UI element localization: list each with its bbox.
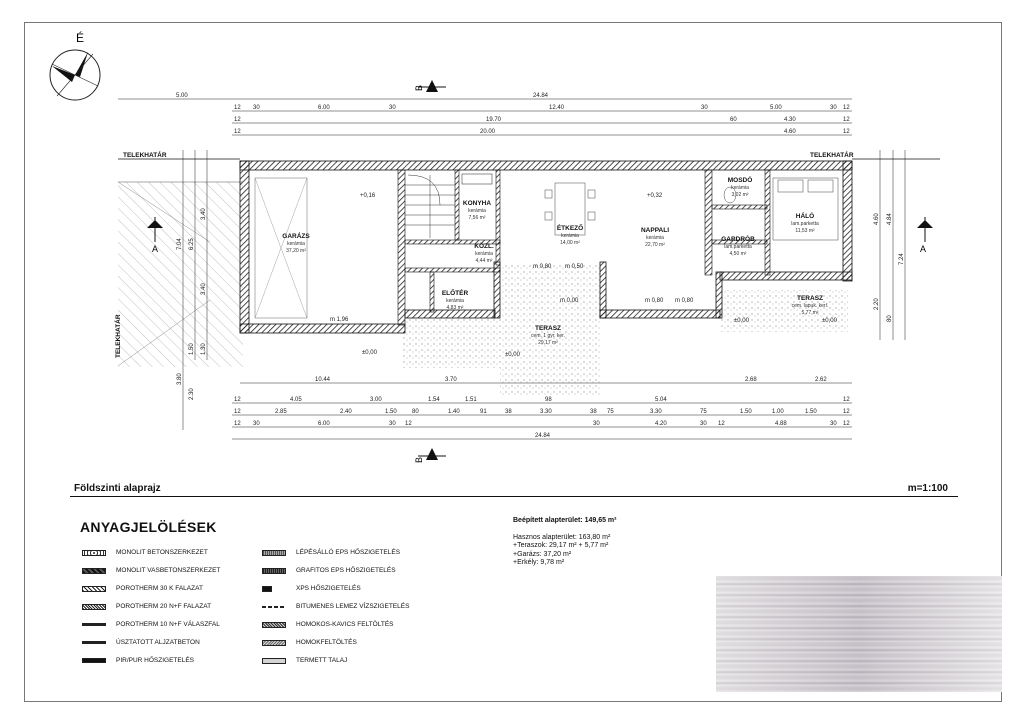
legend-heading: ANYAGJELÖLÉSEK <box>80 519 217 535</box>
svg-text:4.84: 4.84 <box>887 213 893 225</box>
balcony-area: +Erkély: 9,78 m² <box>513 559 565 567</box>
room-terrace-front-name: TERASZ <box>535 325 561 332</box>
svg-text:cem. 1 gyr. ker.: cem. 1 gyr. ker. <box>531 333 565 339</box>
svg-text:22,70 m²: 22,70 m² <box>645 242 665 248</box>
scale-label: m=1:100 <box>907 483 948 494</box>
svg-text:1.50: 1.50 <box>805 409 817 415</box>
room-bedroom-name: HÁLÓ <box>795 213 815 220</box>
svg-text:12: 12 <box>234 421 241 427</box>
svg-text:12: 12 <box>234 397 241 403</box>
svg-text:12: 12 <box>843 129 850 135</box>
legend-item: TERMETT TALAJ <box>262 657 347 664</box>
built-area: Beépített alapterület: 149,65 m² <box>513 517 617 524</box>
dimension-labels-top <box>176 93 850 135</box>
svg-text:30: 30 <box>830 105 837 111</box>
room-hall-name: ELŐTÉR <box>441 290 469 297</box>
svg-text:12: 12 <box>843 117 850 123</box>
svg-text:±0,00: ±0,00 <box>822 318 837 324</box>
svg-text:75: 75 <box>607 409 614 415</box>
legend-item: MONOLIT VASBETONSZERKEZET <box>82 567 220 574</box>
legend-item: POROTHERM 20 N+F FALAZAT <box>82 603 211 610</box>
north-label: É <box>75 31 85 45</box>
svg-text:3.00: 3.00 <box>370 397 382 403</box>
boundary-label-left: TELEKHATÁR <box>115 314 122 358</box>
sand-swatch-icon <box>262 640 286 646</box>
gravel-swatch-icon <box>262 622 286 628</box>
svg-text:3.80: 3.80 <box>177 373 183 385</box>
section-marker-b-top <box>414 80 446 92</box>
boundary-label-top-right: TELEKHATÁR <box>810 152 854 159</box>
svg-text:3.70: 3.70 <box>445 377 457 383</box>
terrace-area: +Teraszok: 29,17 m² + 5,77 m² <box>513 542 609 550</box>
svg-text:A: A <box>152 244 159 254</box>
svg-text:98: 98 <box>545 397 552 403</box>
legend-item: POROTHERM 10 N+F VÁLASZFAL <box>82 621 220 628</box>
svg-text:12: 12 <box>843 409 850 415</box>
svg-text:kerámia: kerámia <box>731 185 749 191</box>
svg-text:±0,00: ±0,00 <box>505 352 520 358</box>
svg-text:5.04: 5.04 <box>655 397 667 403</box>
svg-text:24.84: 24.84 <box>535 433 551 439</box>
svg-text:5.00: 5.00 <box>176 93 188 99</box>
concrete-swatch-icon <box>82 550 106 556</box>
svg-text:30: 30 <box>389 421 396 427</box>
svg-text:cem. lapuk. kerí.: cem. lapuk. kerí. <box>791 303 829 309</box>
svg-text:4.60: 4.60 <box>874 213 880 225</box>
svg-text:14,00 m²: 14,00 m² <box>560 240 580 246</box>
svg-text:80: 80 <box>412 409 419 415</box>
svg-text:2.20: 2.20 <box>874 298 880 310</box>
svg-text:7,56 m²: 7,56 m² <box>468 215 486 221</box>
svg-text:1.50: 1.50 <box>740 409 752 415</box>
svg-text:30: 30 <box>830 421 837 427</box>
driveway-area <box>118 182 243 367</box>
room-terrace-rear-name: TERASZ <box>797 295 823 302</box>
svg-text:30: 30 <box>593 421 600 427</box>
svg-text:5.00: 5.00 <box>770 105 782 111</box>
svg-text:B: B <box>414 84 424 91</box>
svg-text:12: 12 <box>843 397 850 403</box>
garage-area: +Garázs: 37,20 m² <box>513 550 572 558</box>
svg-text:6.00: 6.00 <box>318 105 330 111</box>
svg-text:kerámia: kerámia <box>287 241 305 247</box>
plan-title: Földszinti alaprajz <box>74 483 161 494</box>
svg-text:A: A <box>920 244 927 254</box>
legend-item: XPS HŐSZIGETELÉS <box>262 585 361 592</box>
partition-swatch-icon <box>82 623 106 626</box>
svg-text:12: 12 <box>843 421 850 427</box>
area-summary <box>513 517 616 568</box>
svg-text:kerámia: kerámia <box>475 251 493 257</box>
kitchen-counter <box>462 174 492 184</box>
svg-text:B: B <box>414 456 424 463</box>
svg-text:6.00: 6.00 <box>318 421 330 427</box>
svg-text:4,83 m²: 4,83 m² <box>446 305 464 311</box>
svg-text:91: 91 <box>480 409 487 415</box>
svg-text:1.50: 1.50 <box>189 343 195 355</box>
svg-text:3.30: 3.30 <box>540 409 552 415</box>
svg-text:1.30: 1.30 <box>201 343 207 355</box>
svg-text:m 0,80: m 0,80 <box>645 298 664 304</box>
svg-text:4.88: 4.88 <box>775 421 787 427</box>
rear-terrace-paving <box>720 290 848 332</box>
svg-text:2.62: 2.62 <box>815 377 827 383</box>
svg-text:1.00: 1.00 <box>772 409 784 415</box>
svg-text:4.30: 4.30 <box>784 117 796 123</box>
svg-text:1.50: 1.50 <box>385 409 397 415</box>
svg-text:7.24: 7.24 <box>899 253 905 265</box>
svg-text:lam.parketta: lam.parketta <box>791 221 819 227</box>
svg-text:2.40: 2.40 <box>340 409 352 415</box>
legend-item: ÚSZTATOTT ALJZATBETON <box>82 639 200 646</box>
pir-swatch-icon <box>82 658 106 663</box>
svg-text:12: 12 <box>234 105 241 111</box>
svg-text:3.30: 3.30 <box>650 409 662 415</box>
svg-text:±0,00: ±0,00 <box>734 318 749 324</box>
svg-text:60: 60 <box>730 117 737 123</box>
svg-text:6.25: 6.25 <box>189 238 195 250</box>
room-dining-name: ÉTKEZŐ <box>556 225 584 232</box>
svg-text:m 1,96: m 1,96 <box>330 317 349 323</box>
svg-text:m 0,80: m 0,80 <box>533 264 552 270</box>
legend-item: MONOLIT BETONSZERKEZET <box>82 549 208 556</box>
svg-text:80: 80 <box>887 315 893 322</box>
room-wc-name: MOSDÓ <box>727 177 753 184</box>
svg-text:2.30: 2.30 <box>189 388 195 400</box>
useful-area: Hasznos alapterület: 163,80 m² <box>513 533 611 541</box>
room-living-name: NAPPALI <box>640 227 670 234</box>
svg-text:kerámia: kerámia <box>561 233 579 239</box>
svg-text:4,50 m²: 4,50 m² <box>729 251 747 257</box>
svg-text:5,77 m²: 5,77 m² <box>801 310 819 316</box>
legend-item: BITUMENES LEMEZ VÍZSZIGETELÉS <box>262 603 409 610</box>
svg-text:30: 30 <box>701 105 708 111</box>
svg-text:38: 38 <box>505 409 512 415</box>
svg-text:7.04: 7.04 <box>177 238 183 250</box>
north-arrow-icon <box>50 30 100 100</box>
svg-text:12: 12 <box>234 409 241 415</box>
svg-text:38: 38 <box>590 409 597 415</box>
svg-text:1.51: 1.51 <box>465 397 477 403</box>
svg-text:m 0,00: m 0,00 <box>560 298 579 304</box>
boundary-label-top-left: TELEKHATÁR <box>123 152 167 159</box>
brick-20-swatch-icon <box>82 604 106 610</box>
svg-text:30: 30 <box>700 421 707 427</box>
svg-text:kerámia: kerámia <box>646 235 664 241</box>
svg-text:4.20: 4.20 <box>655 421 667 427</box>
staircase <box>405 175 455 238</box>
svg-text:±0,00: ±0,00 <box>362 350 377 356</box>
svg-text:20.00: 20.00 <box>480 129 496 135</box>
soil-swatch-icon <box>262 658 286 664</box>
svg-text:1.54: 1.54 <box>428 397 440 403</box>
entry-paving <box>403 318 501 368</box>
svg-text:m 0,80: m 0,80 <box>675 298 694 304</box>
svg-text:12: 12 <box>843 105 850 111</box>
svg-text:19.70: 19.70 <box>486 117 502 123</box>
svg-text:12: 12 <box>718 421 725 427</box>
room-kitchen-name: KONYHA <box>462 200 492 207</box>
svg-text:3,02 m²: 3,02 m² <box>731 192 749 198</box>
eps-step-swatch-icon <box>262 550 286 556</box>
svg-text:12.40: 12.40 <box>549 105 565 111</box>
svg-text:30: 30 <box>389 105 396 111</box>
svg-text:kerámia: kerámia <box>468 208 486 214</box>
svg-text:1.40: 1.40 <box>448 409 460 415</box>
svg-text:10.44: 10.44 <box>315 377 331 383</box>
svg-text:37,20 m²: 37,20 m² <box>286 248 306 254</box>
svg-text:4.60: 4.60 <box>784 129 796 135</box>
svg-text:3.40: 3.40 <box>201 283 207 295</box>
svg-text:12: 12 <box>234 117 241 123</box>
svg-text:24.84: 24.84 <box>533 93 549 99</box>
title-divider <box>70 496 958 497</box>
section-marker-a-right <box>917 217 933 254</box>
svg-text:kerámia: kerámia <box>446 298 464 304</box>
svg-text:2.85: 2.85 <box>275 409 287 415</box>
svg-text:+0,16: +0,16 <box>360 193 376 199</box>
svg-text:30: 30 <box>253 421 260 427</box>
svg-text:2.68: 2.68 <box>745 377 757 383</box>
svg-text:30: 30 <box>253 105 260 111</box>
svg-text:3.40: 3.40 <box>201 208 207 220</box>
svg-text:75: 75 <box>700 409 707 415</box>
svg-text:29,17 m²: 29,17 m² <box>538 340 558 346</box>
legend-item: POROTHERM 30 K FALAZAT <box>82 585 203 592</box>
legend-item: HOMOKFELTÖLTÉS <box>262 639 357 646</box>
xps-swatch-icon <box>262 586 272 592</box>
room-circulation-name: KÖZL. <box>474 243 494 250</box>
svg-text:lam.parketta: lam.parketta <box>724 244 752 250</box>
svg-text:12: 12 <box>405 421 412 427</box>
svg-text:4,44 m²: 4,44 m² <box>475 258 493 264</box>
legend-item: HOMOKOS-KAVICS FELTÖLTÉS <box>262 621 394 628</box>
legend-item: PIR/PUR HŐSZIGETELÉS <box>82 657 194 664</box>
brick-30-swatch-icon <box>82 586 106 592</box>
legend-item: LÉPÉSÁLLÓ EPS HŐSZIGETELÉS <box>262 549 400 556</box>
material-photo <box>716 576 1002 692</box>
svg-text:m 0,50: m 0,50 <box>565 264 584 270</box>
section-marker-b-bottom <box>414 448 446 463</box>
reinforced-concrete-swatch-icon <box>82 568 106 574</box>
bitumen-swatch-icon <box>262 606 286 608</box>
legend-item: GRAFITOS EPS HŐSZIGETELÉS <box>262 567 396 574</box>
graphite-eps-swatch-icon <box>262 568 286 574</box>
svg-text:4.05: 4.05 <box>290 397 302 403</box>
screed-swatch-icon <box>82 641 106 644</box>
svg-text:11,53 m²: 11,53 m² <box>795 228 815 234</box>
svg-text:+0,32: +0,32 <box>647 193 663 199</box>
room-wardrobe-name: GARDRÓB <box>721 236 755 243</box>
svg-text:12: 12 <box>234 129 241 135</box>
room-garage-name: GARÁZS <box>282 233 310 240</box>
